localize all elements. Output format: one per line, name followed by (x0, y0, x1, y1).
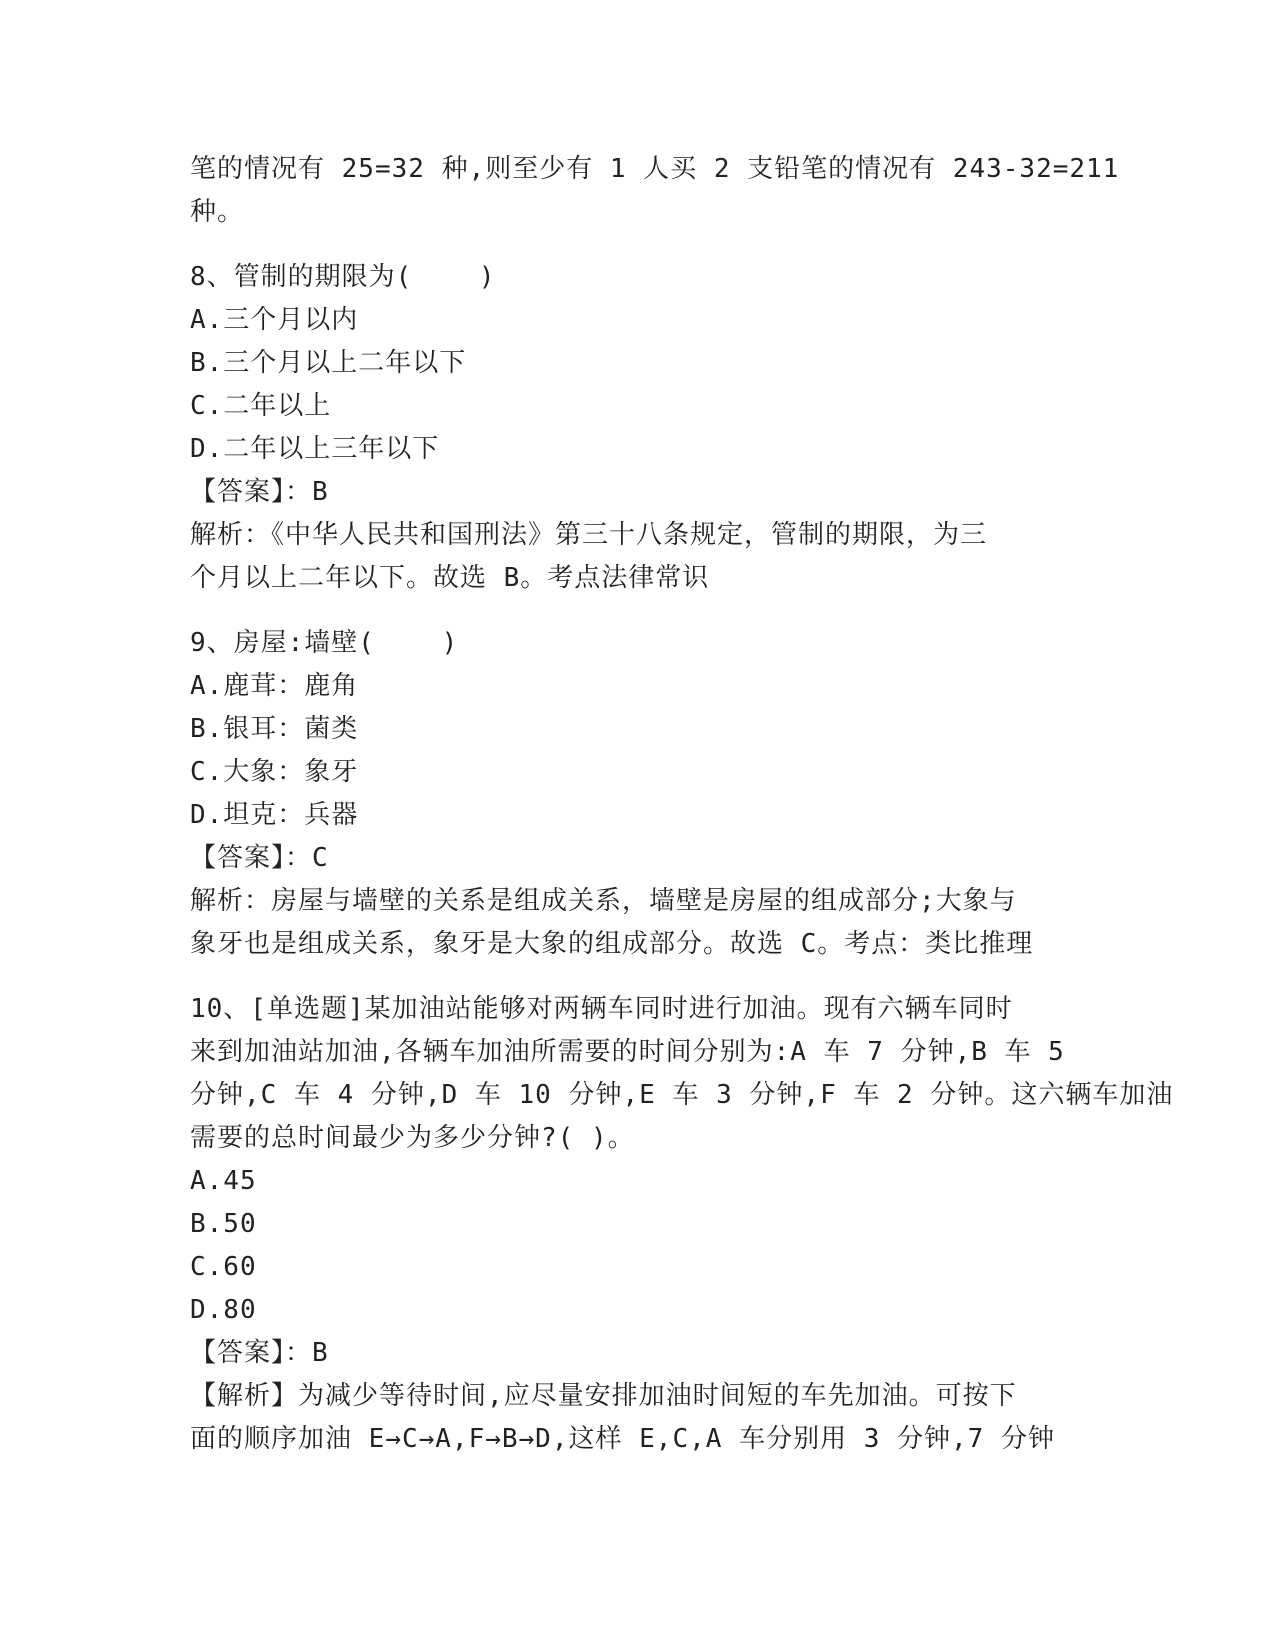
question-title-line: 来到加油站加油,各辆车加油所需要的时间分别为:A 车 7 分钟,B 车 5 (190, 1037, 1065, 1067)
answer-line: 【答案】：C (190, 843, 329, 873)
question-title-line: 分钟,C 车 4 分钟,D 车 10 分钟,E 车 3 分钟,F 车 2 分钟。这六辆车加油 (190, 1080, 1174, 1110)
option-b: B.三个月以上二年以下 (190, 348, 467, 378)
question-9 (190, 622, 1090, 966)
analysis-line: 解析：《中华人民共和国刑法》第三十八条规定，管制的期限，为三 (190, 520, 988, 550)
option-a: A.45 (190, 1166, 257, 1196)
intro-line: 种。 (190, 197, 245, 227)
question-title-line: 10、[单选题]某加油站能够对两辆车同时进行加油。现有六辆车同时 (190, 994, 1013, 1024)
question-title: 9、房屋:墙壁( ) (190, 628, 459, 658)
option-a: A.鹿茸：鹿角 (190, 671, 359, 701)
option-d: D.二年以上三年以下 (190, 434, 440, 464)
analysis-line: 面的顺序加油 E→C→A,F→B→D,这样 E,C,A 车分别用 3 分钟,7 分钟 (190, 1424, 1055, 1454)
question-title: 8、管制的期限为( ) (190, 262, 496, 292)
question-title-line: 需要的总时间最少为多少分钟?( )。 (190, 1123, 635, 1153)
page-content (190, 148, 1174, 1461)
answer-line: 【答案】：B (190, 477, 329, 507)
option-d: D.坦克：兵器 (190, 800, 359, 830)
option-b: B.50 (190, 1209, 257, 1239)
analysis-line: 个月以上二年以下。故选 B。考点法律常识 (190, 563, 710, 593)
intro-line: 笔的情况有 25=32 种,则至少有 1 人买 2 支铅笔的情况有 243-32=211 (190, 154, 1120, 184)
option-c: C.60 (190, 1252, 257, 1282)
analysis-line: 【解析】为减少等待时间,应尽量安排加油时间短的车先加油。可按下 (190, 1381, 1017, 1411)
option-c: C.大象：象牙 (190, 757, 359, 787)
option-b: B.银耳：菌类 (190, 714, 359, 744)
analysis-line: 解析：房屋与墙壁的关系是组成关系，墙壁是房屋的组成部分;大象与 (190, 886, 1017, 916)
answer-line: 【答案】：B (190, 1338, 329, 1368)
option-a: A.三个月以内 (190, 305, 359, 335)
intro-paragraph (190, 148, 1120, 234)
option-d: D.80 (190, 1295, 257, 1325)
analysis-line: 象牙也是组成关系，象牙是大象的组成部分。故选 C。考点：类比推理 (190, 929, 1034, 959)
option-c: C.二年以上 (190, 391, 332, 421)
question-8 (190, 256, 1090, 600)
question-10 (190, 988, 1174, 1461)
